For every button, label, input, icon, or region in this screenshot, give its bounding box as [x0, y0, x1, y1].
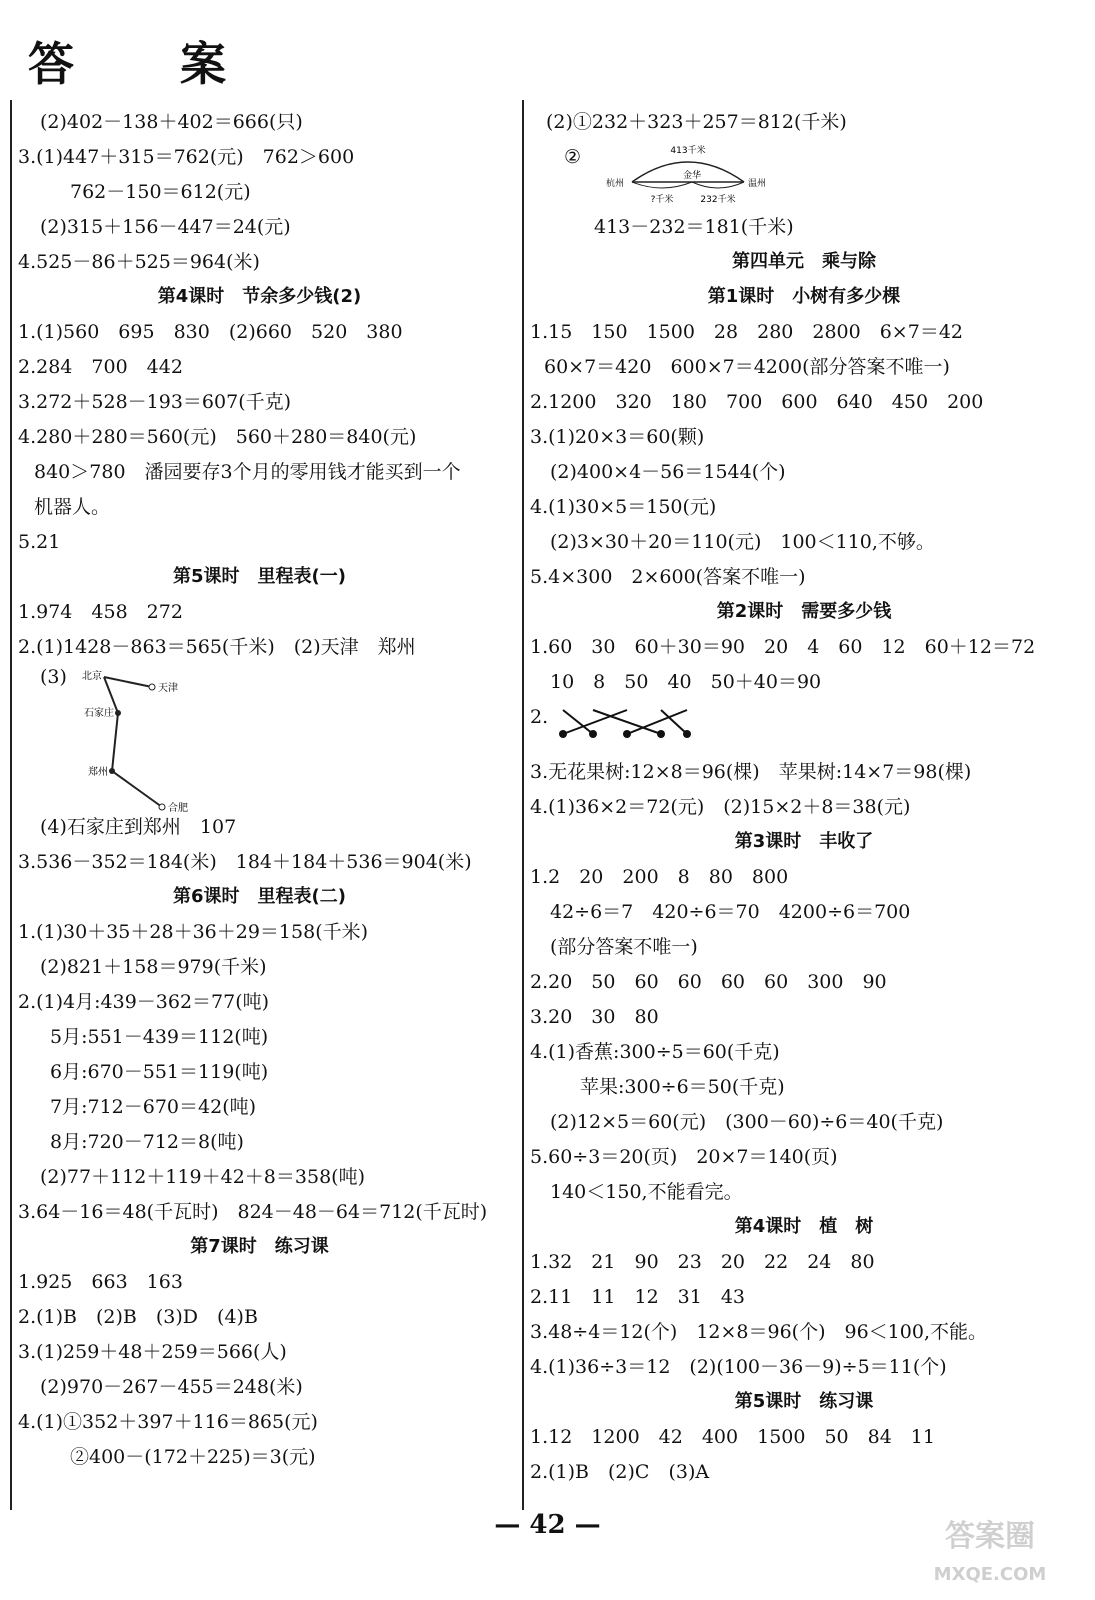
answer-line: 4.525－86＋525＝964(米) — [18, 251, 260, 273]
answer-line: 4.(1)30×5＝150(元) — [530, 496, 717, 518]
answer-line: 3.272＋528－193＝607(千克) — [18, 391, 292, 413]
section-heading: 第四单元 乘与除 — [732, 251, 876, 272]
answer-line: (3) — [40, 666, 67, 688]
answer-line: 2.(1)B (2)C (3)A — [530, 1461, 710, 1483]
answer-line: (2)402－138＋402＝666(只) — [40, 111, 303, 133]
answer-line: 4.(1)香蕉:300÷5＝60(千克) — [530, 1041, 780, 1063]
answer-line: 5.60÷3＝20(页) 20×7＝140(页) — [530, 1146, 838, 1168]
answer-line: (2)77＋112＋119＋42＋8＝358(吨) — [40, 1166, 365, 1188]
answer-line: 1.60 30 60＋30＝90 20 4 60 12 60＋12＝72 — [530, 636, 1036, 658]
section-heading: 第4课时 节余多少钱(2) — [157, 286, 362, 307]
section-heading: 第2课时 需要多少钱 — [716, 601, 892, 622]
matching-lines-diagram — [555, 700, 705, 744]
answer-line: 3.(1)259＋48＋259＝566(人) — [18, 1341, 287, 1363]
route-label-wenzhou: 温州 — [748, 179, 767, 189]
answer-line: 3.(1)20×3＝60(颗) — [530, 426, 705, 448]
answer-line: 2.284 700 442 — [18, 356, 183, 378]
answer-line: 840＞780 潘园要存3个月的零用钱才能买到一个 — [34, 461, 461, 483]
route-label-232: 232千米 — [700, 195, 736, 205]
answer-line: 3.(1)447＋315＝762(元) 762＞600 — [18, 146, 355, 168]
answer-line: 7月:712－670＝42(吨) — [50, 1096, 257, 1118]
answer-line: (部分答案不唯一) — [550, 936, 698, 958]
answer-line: 1.15 150 1500 28 280 2800 6×7＝42 — [530, 321, 963, 343]
map-label-zhengzhou: 郑州 — [88, 767, 108, 778]
answer-line: (4)石家庄到郑州 107 — [40, 816, 237, 838]
section-heading: 第7课时 练习课 — [190, 1236, 329, 1257]
answer-line: 5月:551－439＝112(吨) — [50, 1026, 269, 1048]
watermark-logo: 答案圈 MXQE.COM — [933, 1519, 1047, 1585]
answer-line: 1.2 20 200 8 80 800 — [530, 866, 789, 888]
answer-line: 5.4×300 2×600(答案不唯一) — [530, 566, 806, 588]
answer-line: 762－150＝612(元) — [70, 181, 251, 203]
route-label-unknown: ?千米 — [650, 195, 674, 205]
answer-line: 413－232＝181(千米) — [594, 216, 794, 238]
map-label-hefei: 合肥 — [168, 803, 188, 814]
answer-line: 4.280＋280＝560(元) 560＋280＝840(元) — [18, 426, 417, 448]
answer-line: 机器人。 — [34, 496, 111, 518]
answer-line: 10 8 50 40 50＋40＝90 — [550, 671, 822, 693]
page-number: — 42 — — [494, 1510, 601, 1540]
section-heading: 第3课时 丰收了 — [734, 831, 874, 852]
answer-line: 3.20 30 80 — [530, 1006, 659, 1028]
answer-line: 2.(1)4月:439－362＝77(吨) — [18, 991, 270, 1013]
answer-line: 苹果:300÷6＝50(千克) — [580, 1076, 785, 1098]
answer-line: 1.925 663 163 — [18, 1271, 183, 1293]
map-label-shijiazhuang: 石家庄 — [84, 708, 114, 719]
answer-line: 2.20 50 60 60 60 60 300 90 — [530, 971, 887, 993]
route-label-hangzhou: 杭州 — [606, 179, 625, 189]
answer-line: (2)①232＋323＋257＝812(千米) — [546, 111, 847, 133]
answer-line: 4.(1)①352＋397＋116＝865(元) — [18, 1411, 318, 1433]
answer-line: 3.48÷4＝12(个) 12×8＝96(个) 96＜100,不能。 — [530, 1321, 987, 1343]
answer-line: 4.(1)36×2＝72(元) (2)15×2＋8＝38(元) — [530, 796, 911, 818]
section-heading: 第4课时 植 树 — [734, 1216, 874, 1237]
answer-line: 1.974 458 272 — [18, 601, 183, 623]
map-label-tianjin: 天津 — [158, 683, 178, 694]
answer-line: 1.12 1200 42 400 1500 50 84 11 — [530, 1426, 935, 1448]
answer-line: 42÷6＝7 420÷6＝70 4200÷6＝700 — [550, 901, 911, 923]
answer-line: 2.11 11 12 31 43 — [530, 1286, 746, 1308]
answer-line: (2)821＋158＝979(千米) — [40, 956, 267, 978]
answer-line: 60×7＝420 600×7＝4200(部分答案不唯一) — [544, 356, 950, 378]
section-heading: 第6课时 里程表(二) — [173, 886, 346, 907]
answer-line: (2)3×30＋20＝110(元) 100＜110,不够。 — [550, 531, 935, 553]
answer-line: 2.(1)B (2)B (3)D (4)B — [18, 1306, 258, 1328]
answer-line: (2)970－267－455＝248(米) — [40, 1376, 303, 1398]
answer-line: 2.(1)1428－863＝565(千米) (2)天津 郑州 — [18, 636, 416, 658]
answer-line: ② — [564, 146, 582, 168]
answer-line: 1.(1)30＋35＋28＋36＋29＝158(千米) — [18, 921, 369, 943]
answer-line: (2)400×4－56＝1544(个) — [550, 461, 786, 483]
section-heading: 第5课时 里程表(一) — [173, 566, 346, 587]
answer-line: 8月:720－712＝8(吨) — [50, 1131, 244, 1153]
answer-line: 4.(1)36÷3＝12 (2)(100－36－9)÷5＝11(个) — [530, 1356, 947, 1378]
route-label-jinhua: 金华 — [682, 171, 702, 181]
answer-line: 140＜150,不能看完。 — [550, 1181, 743, 1203]
route-label-413: 413千米 — [670, 146, 706, 156]
answer-line: 2.1200 320 180 700 600 640 450 200 — [530, 391, 984, 413]
right-column — [522, 100, 1084, 1510]
answer-line: 3.64－16＝48(千瓦时) 824－48－64＝712(千瓦时) — [18, 1201, 488, 1223]
page-title: 答 案 — [28, 37, 256, 91]
answer-line: 1.32 21 90 23 20 22 24 80 — [530, 1251, 875, 1273]
section-heading: 第1课时 小树有多少棵 — [707, 286, 901, 307]
answer-line: 3.无花果树:12×8＝96(棵) 苹果树:14×7＝98(棵) — [530, 761, 972, 783]
map-label-beijing: 北京 — [82, 671, 102, 682]
answer-line: 5.21 — [18, 531, 61, 553]
answer-line: 6月:670－551＝119(吨) — [50, 1061, 269, 1083]
section-heading: 第5课时 练习课 — [734, 1391, 874, 1412]
answer-line: (2)12×5＝60(元) (300－60)÷6＝40(千克) — [550, 1111, 944, 1133]
route-segment-diagram — [600, 140, 780, 210]
answer-line: ②400－(172＋225)＝3(元) — [70, 1446, 316, 1468]
answer-line: 3.536－352＝184(米) 184＋184＋536＝904(米) — [18, 851, 472, 873]
answer-line: 2. — [530, 706, 549, 728]
answer-line: (2)315＋156－447＝24(元) — [40, 216, 291, 238]
route-map-diagram — [70, 665, 230, 825]
answer-line: 1.(1)560 695 830 (2)660 520 380 — [18, 321, 403, 343]
